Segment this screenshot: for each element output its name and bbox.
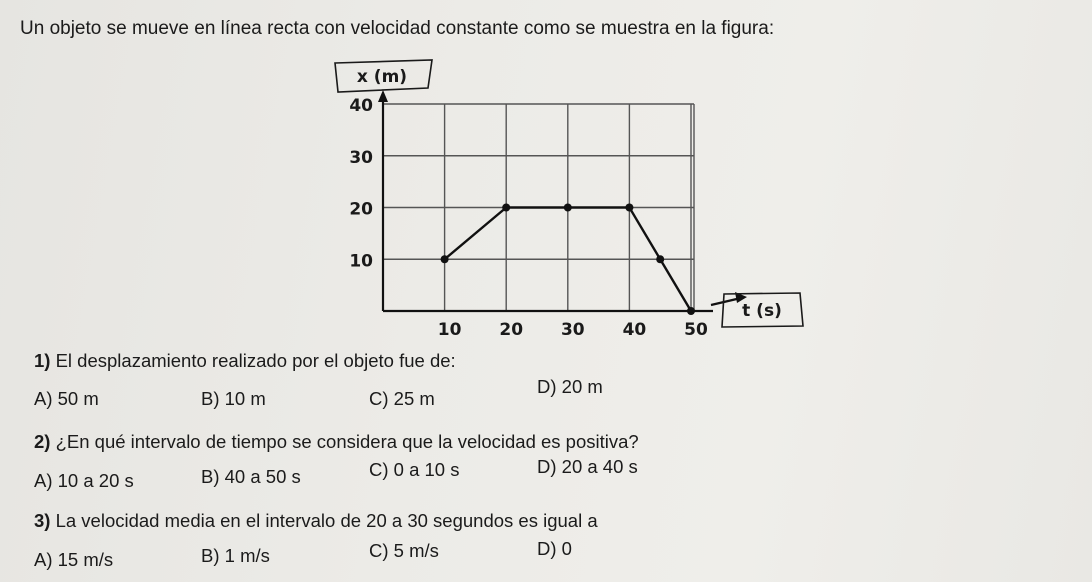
- question-1-number: 1): [34, 350, 51, 371]
- data-point: [625, 204, 633, 212]
- graph-labels: [335, 60, 803, 340]
- question-2-text: ¿En qué intervalo de tiempo se considera que la velocidad es positiva?: [55, 431, 639, 452]
- x-tick-label: 10: [437, 320, 462, 340]
- question-1-text: El desplazamiento realizado por el objeto fue de:: [55, 350, 456, 371]
- q3-option-b[interactable]: B) 1 m/s: [201, 545, 270, 566]
- y-tick-label: 40: [349, 96, 373, 116]
- x-tick-label: 50: [684, 320, 708, 340]
- x-tick-label: 30: [560, 320, 585, 340]
- question-3-number: 3): [34, 510, 51, 531]
- x-tick-label: 20: [499, 320, 524, 340]
- data-point: [687, 307, 695, 315]
- y-axis-label: x (m): [356, 67, 408, 87]
- q3-option-c[interactable]: C) 5 m/s: [369, 540, 439, 561]
- x-tick-label: 40: [622, 320, 647, 340]
- q1-option-a[interactable]: A) 50 m: [34, 388, 99, 409]
- data-point: [502, 204, 510, 212]
- y-axis-arrow: [378, 90, 388, 102]
- q3-option-a[interactable]: A) 15 m/s: [34, 549, 114, 570]
- question-1: [34, 350, 456, 372]
- question-3-text: La velocidad media en el intervalo de 20 a 30 segundos es igual a: [55, 510, 598, 531]
- q2-option-c[interactable]: C) 0 a 10 s: [369, 459, 460, 480]
- q2-option-b[interactable]: B) 40 a 50 s: [201, 466, 301, 487]
- data-point: [441, 255, 449, 263]
- y-tick-label: 30: [349, 147, 373, 168]
- question-2: [34, 431, 639, 453]
- problem-statement: Un objeto se mueve en línea recta con velocidad constante como se muestra en la figura:: [20, 18, 775, 39]
- data-point: [656, 255, 664, 263]
- y-tick-label: 10: [349, 251, 373, 272]
- data-point: [564, 204, 572, 212]
- q3-option-d[interactable]: D) 0: [537, 538, 572, 559]
- x-axis-label: t (s): [742, 301, 782, 321]
- y-tick-label: 20: [349, 199, 373, 220]
- q2-option-a[interactable]: A) 10 a 20 s: [34, 470, 134, 491]
- question-2-number: 2): [34, 431, 51, 452]
- q1-option-d[interactable]: D) 20 m: [537, 376, 603, 397]
- question-3: [34, 510, 598, 532]
- q1-option-c[interactable]: C) 25 m: [369, 388, 435, 409]
- q1-option-b[interactable]: B) 10 m: [201, 388, 266, 409]
- q2-option-d[interactable]: D) 20 a 40 s: [537, 456, 638, 477]
